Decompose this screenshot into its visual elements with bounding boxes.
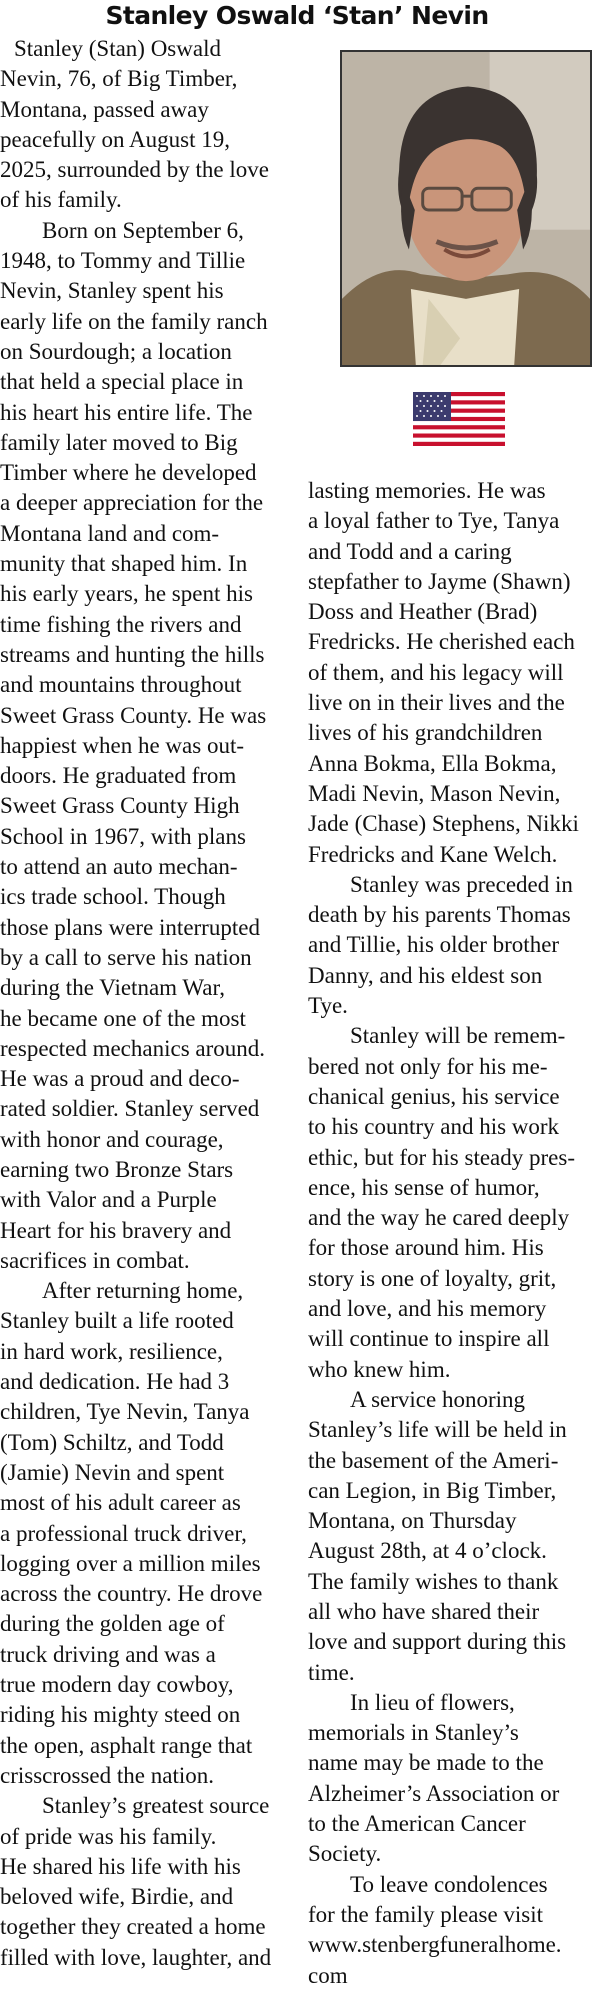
text-line: lasting memories. He was (308, 478, 546, 503)
text-line: August 28th, at 4 o’clock. (308, 1538, 547, 1564)
text-line: doors. He graduated from (0, 763, 237, 789)
text-line: Montana, on Thursday (308, 1508, 517, 1534)
text-line: sacrifices in combat. (0, 1247, 190, 1273)
text-line: all who have shared their (308, 1598, 540, 1624)
text-line: children, Tye Nevin, Tanya (0, 1399, 250, 1425)
text-line: memorials in Stanley’s (308, 1720, 519, 1746)
text-line: and Todd and a caring (308, 538, 512, 564)
text-line: by a call to serve his nation (0, 944, 252, 970)
text-line: crisscrossed the nation. (0, 1762, 214, 1788)
text-line: the open, asphalt range that (0, 1732, 253, 1758)
text-line: He shared his life with his (0, 1853, 241, 1879)
american-flag-icon (413, 392, 505, 446)
obituary-column-left (0, 34, 296, 1973)
paragraph-family-continued (308, 476, 594, 870)
obituary-title: Stanley Oswald ‘Stan’ Nevin (105, 1, 489, 30)
text-line: (Tom) Schiltz, and Todd (0, 1429, 224, 1455)
text-line: time. (308, 1659, 355, 1685)
text-line: story is one of loyalty, grit, (308, 1265, 557, 1291)
text-line: He was a proud and deco- (0, 1066, 240, 1092)
text-line: lives of his grandchildren (308, 720, 543, 746)
text-line: and love, and his memory (308, 1296, 547, 1322)
text-line: family later moved to Big (0, 429, 238, 455)
text-line: Stanley’s life will be held in (308, 1417, 567, 1443)
text-line: and the way he cared deeply (308, 1205, 570, 1231)
text-line: ics trade school. Though (0, 884, 226, 910)
text-line: Stanley’s greatest source (42, 1793, 270, 1819)
text-line: during the Vietnam War, (0, 975, 225, 1001)
text-line: early life on the family ranch (0, 308, 268, 334)
text-line: Timber where he developed (0, 460, 257, 486)
text-line: Nevin, 76, of Big Timber, (0, 66, 238, 92)
text-line: and Tillie, his older brother (308, 932, 560, 958)
text-line: 1948, to Tommy and Tillie (0, 248, 246, 274)
text-line: ence, his sense of humor, (308, 1174, 540, 1200)
text-line: peacefully on August 19, (0, 126, 230, 152)
text-line: Doss and Heather (Brad) (308, 599, 538, 625)
text-line: who knew him. (308, 1356, 451, 1382)
text-line: time fishing the rivers and (0, 611, 242, 637)
text-line: ethic, but for his steady pres- (308, 1144, 575, 1170)
text-line: Montana land and com- (0, 520, 220, 546)
text-line: death by his parents Thomas (308, 902, 571, 928)
text-line: Fredricks. He cherished each (308, 629, 575, 655)
text-line: of pride was his family. (0, 1823, 217, 1849)
paragraph-intro (0, 34, 296, 216)
text-line: his heart his entire life. The (0, 399, 253, 425)
paragraph-family (0, 1791, 296, 1973)
text-line: he became one of the most (0, 1005, 246, 1031)
paragraph-early-life (0, 216, 296, 1276)
text-line: The family wishes to thank (308, 1568, 559, 1594)
text-line: earning two Bronze Stars (0, 1156, 234, 1182)
text-line: beloved wife, Birdie, and (0, 1884, 234, 1910)
text-line: rated soldier. Stanley served (0, 1096, 260, 1122)
text-line: truck driving and was a (0, 1641, 216, 1667)
text-line: Alzheimer’s Association or (308, 1780, 560, 1806)
text-line: to his country and his work (308, 1114, 560, 1140)
text-line: Born on September 6, (42, 217, 244, 243)
text-line: of his family. (0, 187, 122, 213)
text-line: munity that shaped him. In (0, 551, 248, 577)
text-line: for the family please visit (308, 1901, 544, 1927)
text-line: a deeper appreciation for the (0, 490, 264, 516)
text-line: Stanley was preceded in (350, 871, 573, 897)
text-line: Tye. (308, 993, 348, 1019)
paragraph-preceded (308, 870, 594, 1021)
text-line: bered not only for his me- (308, 1053, 548, 1079)
text-line: logging over a million miles (0, 1550, 261, 1576)
text-line: After returning home, (42, 1278, 244, 1304)
text-line: can Legion, in Big Timber, (308, 1477, 557, 1503)
text-line: and mountains throughout (0, 672, 242, 698)
text-line: Heart for his bravery and (0, 1217, 232, 1243)
text-line: Anna Bokma, Ella Bokma, (308, 750, 557, 776)
text-line: Sweet Grass County. He was (0, 702, 267, 728)
text-line: Nevin, Stanley spent his (0, 278, 224, 304)
text-line: of them, and his legacy will (308, 659, 564, 685)
portrait-photo (340, 50, 592, 367)
text-line: those plans were interrupted (0, 914, 260, 940)
text-line: Fredricks and Kane Welch. (308, 841, 558, 867)
paragraph-service (308, 1385, 594, 1688)
text-line: across the country. He drove (0, 1581, 263, 1607)
text-line: true modern day cowboy, (0, 1672, 234, 1698)
paragraph-remembered (308, 1021, 594, 1385)
text-line: chanical genius, his service (308, 1083, 560, 1109)
text-line: (Jamie) Nevin and spent (0, 1459, 225, 1485)
text-line: to attend an auto mechan- (0, 854, 238, 880)
text-line: riding his mighty steed on (0, 1702, 241, 1728)
paragraph-career (0, 1276, 296, 1791)
text-line: Danny, and his eldest son (308, 962, 543, 988)
text-line: filled with love, laughter, and (0, 1944, 272, 1970)
text-line: most of his adult career as (0, 1490, 241, 1516)
text-line: Society. (308, 1841, 382, 1867)
text-line: the basement of the Ameri- (308, 1447, 559, 1473)
obituary-column-right (308, 476, 594, 1991)
text-line: Madi Nevin, Mason Nevin, (308, 780, 561, 806)
text-line: respected mechanics around. (0, 1035, 266, 1061)
text-line: live on in their lives and the (308, 690, 565, 716)
text-line: Stanley built a life rooted (0, 1308, 234, 1334)
text-line: stepfather to Jayme (Shawn) (308, 568, 571, 594)
text-line: Montana, passed away (0, 96, 209, 122)
text-line: that held a special place in (0, 369, 244, 395)
text-line: love and support during this (308, 1629, 567, 1655)
text-line: In lieu of flowers, (350, 1689, 515, 1715)
text-line: with Valor and a Purple (0, 1187, 217, 1213)
paragraph-memorials (308, 1688, 594, 1870)
text-line: a loyal father to Tye, Tanya (308, 508, 560, 534)
text-line: and dedication. He had 3 (0, 1369, 230, 1395)
text-line: on Sourdough; a location (0, 338, 232, 364)
text-line: Stanley (Stan) Oswald (14, 36, 221, 61)
text-line: for those around him. His (308, 1235, 544, 1261)
text-line: 2025, surrounded by the love (0, 157, 269, 183)
text-line: will continue to inspire all (308, 1326, 550, 1352)
funeral-home-link[interactable]: www.stenbergfuneralhome. (308, 1932, 562, 1958)
text-line: School in 1967, with plans (0, 823, 246, 849)
text-line: with honor and courage, (0, 1126, 224, 1152)
text-line: happiest when he was out- (0, 732, 244, 758)
paragraph-condolences (308, 1870, 594, 1991)
funeral-home-link[interactable]: com (308, 1962, 348, 1988)
text-line: name may be made to the (308, 1750, 544, 1776)
text-line: streams and hunting the hills (0, 641, 265, 667)
text-line: Jade (Chase) Stephens, Nikki (308, 811, 579, 837)
text-line: to the American Cancer (308, 1811, 526, 1837)
text-line: Stanley will be remem- (350, 1023, 566, 1049)
text-line: Sweet Grass County High (0, 793, 240, 819)
text-line: a professional truck driver, (0, 1520, 247, 1546)
text-line: together they created a home (0, 1914, 266, 1940)
text-line: A service honoring (350, 1386, 526, 1412)
text-line: his early years, he spent his (0, 581, 253, 607)
text-line: To leave condolences (350, 1871, 548, 1897)
text-line: in hard work, resilience, (0, 1338, 223, 1364)
text-line: during the golden age of (0, 1611, 225, 1637)
